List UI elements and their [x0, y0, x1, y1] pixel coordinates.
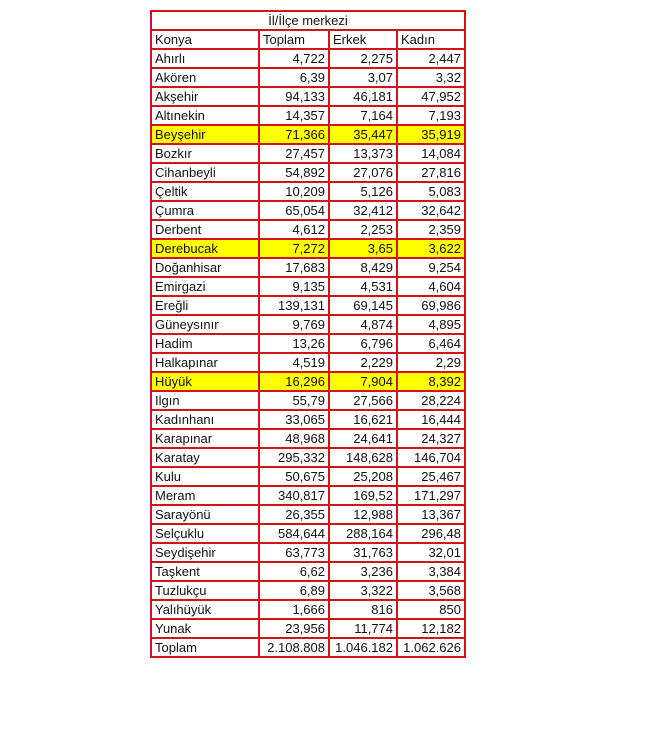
district-name-cell: Hüyük	[151, 372, 259, 391]
total-cell: 54,892	[259, 163, 329, 182]
table-row	[151, 277, 465, 296]
district-name-cell: Karapınar	[151, 429, 259, 448]
female-cell: 3,384	[397, 562, 465, 581]
district-name-cell: Güneysınır	[151, 315, 259, 334]
female-cell: 296,48	[397, 524, 465, 543]
female-cell: 24,327	[397, 429, 465, 448]
grand-female-cell: 1.062.626	[397, 638, 465, 657]
male-cell: 7,904	[329, 372, 397, 391]
table-row	[151, 391, 465, 410]
female-cell: 7,193	[397, 106, 465, 125]
total-label-cell: Toplam	[151, 638, 259, 657]
table-row	[151, 353, 465, 372]
female-cell: 16,444	[397, 410, 465, 429]
district-name-cell: Altınekin	[151, 106, 259, 125]
total-cell: 13,26	[259, 334, 329, 353]
table-row	[151, 619, 465, 638]
total-cell: 295,332	[259, 448, 329, 467]
female-cell: 32,01	[397, 543, 465, 562]
district-name-cell: Tuzlukçu	[151, 581, 259, 600]
table-row	[151, 239, 465, 258]
total-cell: 340,817	[259, 486, 329, 505]
table-caption: İl/İlçe merkezi	[151, 11, 465, 30]
table-row	[151, 144, 465, 163]
table-row	[151, 182, 465, 201]
total-cell: 14,357	[259, 106, 329, 125]
district-name-cell: Ereğli	[151, 296, 259, 315]
district-name-cell: Bozkır	[151, 144, 259, 163]
table-row	[151, 315, 465, 334]
total-cell: 9,769	[259, 315, 329, 334]
total-cell: 4,722	[259, 49, 329, 68]
female-cell: 27,816	[397, 163, 465, 182]
total-cell: 17,683	[259, 258, 329, 277]
total-cell: 4,519	[259, 353, 329, 372]
female-cell: 25,467	[397, 467, 465, 486]
male-cell: 69,145	[329, 296, 397, 315]
table-row	[151, 125, 465, 144]
table-row	[151, 505, 465, 524]
male-cell: 35,447	[329, 125, 397, 144]
district-name-cell: Karatay	[151, 448, 259, 467]
population-table	[150, 10, 466, 658]
table-row	[151, 220, 465, 239]
total-cell: 48,968	[259, 429, 329, 448]
district-name-cell: Derebucak	[151, 239, 259, 258]
total-cell: 9,135	[259, 277, 329, 296]
male-cell: 3,07	[329, 68, 397, 87]
district-name-cell: Sarayönü	[151, 505, 259, 524]
district-name-cell: Yalıhüyük	[151, 600, 259, 619]
female-cell: 32,642	[397, 201, 465, 220]
district-name-cell: Beyşehir	[151, 125, 259, 144]
total-cell: 26,355	[259, 505, 329, 524]
male-cell: 25,208	[329, 467, 397, 486]
table-row	[151, 429, 465, 448]
district-name-cell: Doğanhisar	[151, 258, 259, 277]
total-cell: 7,272	[259, 239, 329, 258]
district-name-cell: Hadim	[151, 334, 259, 353]
table-row	[151, 467, 465, 486]
male-cell: 12,988	[329, 505, 397, 524]
female-cell: 5,083	[397, 182, 465, 201]
total-cell: 55,79	[259, 391, 329, 410]
header-kadin: Kadın	[397, 30, 465, 49]
district-name-cell: Emirgazi	[151, 277, 259, 296]
table-row	[151, 334, 465, 353]
male-cell: 148,628	[329, 448, 397, 467]
male-cell: 3,322	[329, 581, 397, 600]
male-cell: 4,874	[329, 315, 397, 334]
female-cell: 47,952	[397, 87, 465, 106]
grand-male-cell: 1.046.182	[329, 638, 397, 657]
male-cell: 8,429	[329, 258, 397, 277]
table-row	[151, 68, 465, 87]
total-cell: 94,133	[259, 87, 329, 106]
table-row	[151, 163, 465, 182]
female-cell: 9,254	[397, 258, 465, 277]
total-cell: 6,62	[259, 562, 329, 581]
table-row	[151, 106, 465, 125]
total-cell: 6,89	[259, 581, 329, 600]
total-cell: 27,457	[259, 144, 329, 163]
table-row	[151, 600, 465, 619]
header-erkek: Erkek	[329, 30, 397, 49]
female-cell: 13,367	[397, 505, 465, 524]
female-cell: 6,464	[397, 334, 465, 353]
table-row	[151, 581, 465, 600]
grand-total-cell: 2.108.808	[259, 638, 329, 657]
district-name-cell: Ilgın	[151, 391, 259, 410]
table-row	[151, 562, 465, 581]
total-cell: 50,675	[259, 467, 329, 486]
table-row	[151, 49, 465, 68]
total-cell: 584,644	[259, 524, 329, 543]
district-name-cell: Çumra	[151, 201, 259, 220]
female-cell: 28,224	[397, 391, 465, 410]
female-cell: 4,604	[397, 277, 465, 296]
table-row	[151, 410, 465, 429]
table-row	[151, 296, 465, 315]
caption-row	[151, 11, 465, 30]
total-cell: 71,366	[259, 125, 329, 144]
table-row	[151, 372, 465, 391]
header-toplam: Toplam	[259, 30, 329, 49]
male-cell: 3,65	[329, 239, 397, 258]
district-name-cell: Yunak	[151, 619, 259, 638]
male-cell: 11,774	[329, 619, 397, 638]
district-name-cell: Seydişehir	[151, 543, 259, 562]
female-cell: 2,447	[397, 49, 465, 68]
female-cell: 2,359	[397, 220, 465, 239]
male-cell: 7,164	[329, 106, 397, 125]
male-cell: 3,236	[329, 562, 397, 581]
district-name-cell: Halkapınar	[151, 353, 259, 372]
table-row	[151, 258, 465, 277]
male-cell: 5,126	[329, 182, 397, 201]
total-cell: 23,956	[259, 619, 329, 638]
male-cell: 16,621	[329, 410, 397, 429]
table-row	[151, 201, 465, 220]
district-name-cell: Akşehir	[151, 87, 259, 106]
header-konya: Konya	[151, 30, 259, 49]
male-cell: 2,275	[329, 49, 397, 68]
male-cell: 2,229	[329, 353, 397, 372]
female-cell: 14,084	[397, 144, 465, 163]
district-name-cell: Kadınhanı	[151, 410, 259, 429]
district-name-cell: Akören	[151, 68, 259, 87]
table-row	[151, 448, 465, 467]
district-name-cell: Taşkent	[151, 562, 259, 581]
district-name-cell: Çeltik	[151, 182, 259, 201]
total-cell: 33,065	[259, 410, 329, 429]
female-cell: 850	[397, 600, 465, 619]
total-cell: 4,612	[259, 220, 329, 239]
district-name-cell: Ahırlı	[151, 49, 259, 68]
total-cell: 63,773	[259, 543, 329, 562]
male-cell: 169,52	[329, 486, 397, 505]
district-name-cell: Meram	[151, 486, 259, 505]
table-row	[151, 87, 465, 106]
male-cell: 4,531	[329, 277, 397, 296]
male-cell: 27,076	[329, 163, 397, 182]
district-name-cell: Kulu	[151, 467, 259, 486]
district-name-cell: Selçuklu	[151, 524, 259, 543]
total-row	[151, 638, 465, 657]
female-cell: 171,297	[397, 486, 465, 505]
male-cell: 46,181	[329, 87, 397, 106]
total-cell: 1,666	[259, 600, 329, 619]
total-cell: 10,209	[259, 182, 329, 201]
table-row	[151, 486, 465, 505]
female-cell: 69,986	[397, 296, 465, 315]
male-cell: 24,641	[329, 429, 397, 448]
total-cell: 139,131	[259, 296, 329, 315]
total-cell: 6,39	[259, 68, 329, 87]
district-name-cell: Cihanbeyli	[151, 163, 259, 182]
male-cell: 816	[329, 600, 397, 619]
female-cell: 3,32	[397, 68, 465, 87]
total-cell: 65,054	[259, 201, 329, 220]
female-cell: 12,182	[397, 619, 465, 638]
male-cell: 31,763	[329, 543, 397, 562]
table-row	[151, 543, 465, 562]
total-cell: 16,296	[259, 372, 329, 391]
header-row	[151, 30, 465, 49]
female-cell: 2,29	[397, 353, 465, 372]
male-cell: 32,412	[329, 201, 397, 220]
female-cell: 4,895	[397, 315, 465, 334]
female-cell: 8,392	[397, 372, 465, 391]
female-cell: 3,568	[397, 581, 465, 600]
district-name-cell: Derbent	[151, 220, 259, 239]
male-cell: 288,164	[329, 524, 397, 543]
male-cell: 2,253	[329, 220, 397, 239]
female-cell: 3,622	[397, 239, 465, 258]
male-cell: 27,566	[329, 391, 397, 410]
table-row	[151, 524, 465, 543]
female-cell: 146,704	[397, 448, 465, 467]
female-cell: 35,919	[397, 125, 465, 144]
male-cell: 13,373	[329, 144, 397, 163]
male-cell: 6,796	[329, 334, 397, 353]
